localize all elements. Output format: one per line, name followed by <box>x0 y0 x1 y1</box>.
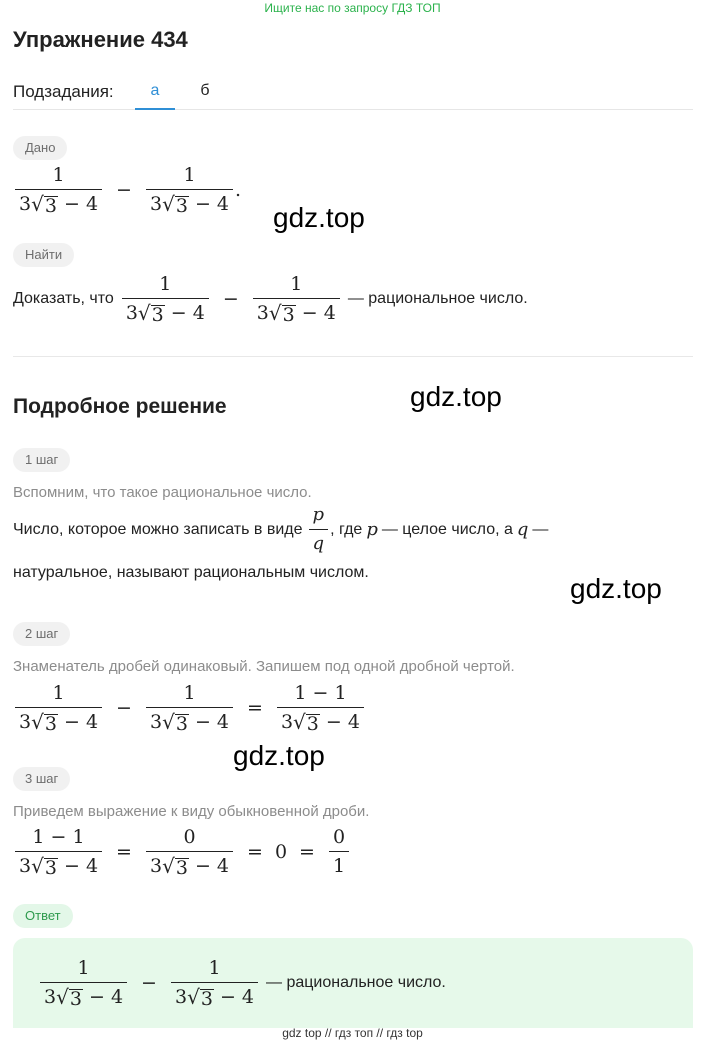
step3-expression: 1 − 1 3 √ 3 − 4 = 0 3 √ 3 − 4 = 0 = $\frac{0}{1}$ <box>13 826 351 877</box>
given-expression: 1 3 √ 3 − 4 − 1 3 √ 3 − 4 . <box>13 164 241 215</box>
find-chip: Найти <box>13 243 74 267</box>
watermark: gdz.top <box>233 740 325 771</box>
step1-definition-line: Число, которое можно записать в виде $\frac{p}{q}$ , где p — целое число, а q — <box>13 504 549 554</box>
tab-subtask-b[interactable]: б <box>200 82 210 99</box>
step1-hint: Вспомним, что такое рациональное число. <box>13 484 312 501</box>
watermark: gdz.top <box>410 381 502 412</box>
step3-hint: Приведем выражение к виду обыкновенной дроби. <box>13 803 370 820</box>
step1-chip: 1 шаг <box>13 448 70 472</box>
fraction: 1 3 √ 3 − 4 <box>146 164 233 215</box>
fraction: 1 3 √ 3 − 4 <box>15 682 102 733</box>
subtasks-label: Подзадания: <box>13 82 114 101</box>
page-title: Упражнение 434 <box>13 27 188 52</box>
step2-expression: 1 3 √ 3 − 4 − 1 3 √ 3 − 4 = 1 − 1 3 √ 3 − 4 <box>13 682 366 733</box>
answer-statement: 1 3 √ 3 − 4 − 1 3 √ 3 − 4 — рациональное число. <box>38 957 446 1008</box>
top-banner: Ищите нас по запросу ГДЗ ТОП <box>264 1 441 15</box>
fraction: $\frac{0}{1}$ <box>329 826 349 877</box>
fraction: 1 3 √ 3 − 4 <box>253 273 340 324</box>
fraction: 1 3 √ 3 − 4 <box>15 164 102 215</box>
fraction: 1 3 √ 3 − 4 <box>146 682 233 733</box>
fraction: 1 3 √ 3 − 4 <box>171 957 258 1008</box>
divider <box>13 356 693 357</box>
step2-chip: 2 шаг <box>13 622 70 646</box>
step1-definition-line2: натуральное, называют рациональным числом. <box>13 564 369 581</box>
fraction: 0 3 √ 3 − 4 <box>146 826 233 877</box>
tab-subtask-a[interactable]: а <box>135 82 175 110</box>
step3-chip: 3 шаг <box>13 767 70 791</box>
answer-chip: Ответ <box>13 904 73 928</box>
fraction: 1 − 1 3 √ 3 − 4 <box>277 682 364 733</box>
fraction: 1 3 √ 3 − 4 <box>122 273 209 324</box>
fraction-p-over-q: $\frac{p}{q}$ <box>309 504 329 555</box>
watermark: gdz.top <box>570 573 662 604</box>
subtasks-bar <box>13 80 693 110</box>
step2-hint: Знаменатель дробей одинаковый. Запишем под одной дробной чертой. <box>13 658 515 675</box>
find-statement: Доказать, что 1 3 √ 3 − 4 − 1 3 √ 3 − 4 — рациональное число. <box>13 273 528 326</box>
fraction: 1 − 1 3 √ 3 − 4 <box>15 826 102 877</box>
footer: gdz top // гдз топ // гдз top <box>282 1026 423 1040</box>
section-title: Подробное решение <box>13 395 227 418</box>
fraction: 1 3 √ 3 − 4 <box>40 957 127 1008</box>
watermark: gdz.top <box>273 202 365 233</box>
given-chip: Дано <box>13 136 67 160</box>
